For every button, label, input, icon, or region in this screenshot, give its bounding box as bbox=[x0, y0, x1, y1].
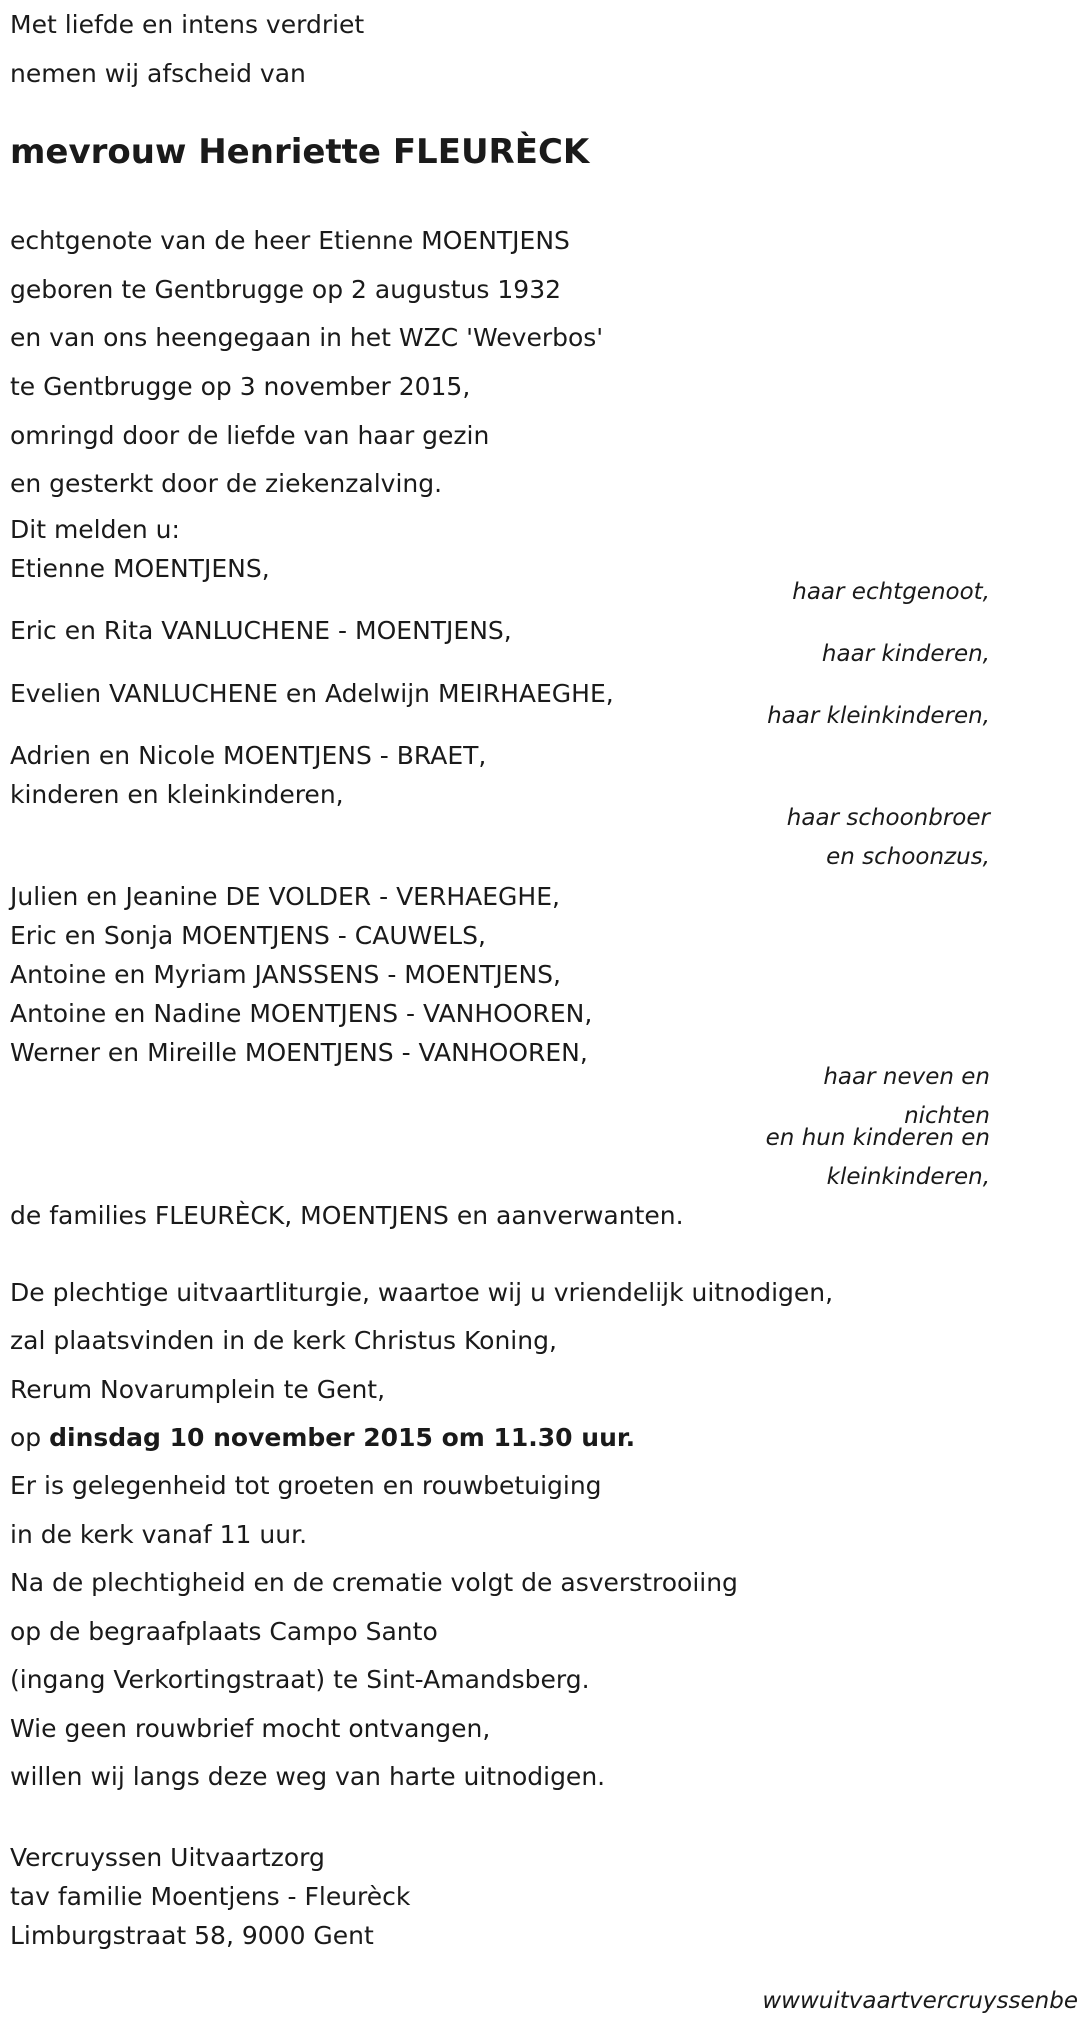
cousins-role-4: kleinkinderen, bbox=[826, 1164, 990, 1190]
detail-line: geboren te Gentbrugge op 2 augustus 1932 bbox=[10, 275, 562, 304]
cousin-line: Werner en Mireille MOENTJENS - VANHOOREN, bbox=[10, 1038, 588, 1067]
ceremony-date-bold: dinsdag 10 november 2015 om 11.30 uur. bbox=[49, 1423, 636, 1452]
intro-line-1: Met liefde en intens verdriet bbox=[10, 10, 365, 39]
ceremony-line: Na de plechtigheid en de crematie volgt de asverstrooiing bbox=[10, 1568, 738, 1597]
detail-line: en van ons heengegaan in het WZC 'Weverbos' bbox=[10, 323, 604, 352]
ceremony-line: willen wij langs deze weg van harte uitnodigen. bbox=[10, 1762, 606, 1791]
announce-line: Dit melden u: bbox=[10, 515, 180, 544]
address-line: Vercruyssen Uitvaartzorg bbox=[10, 1843, 325, 1872]
ceremony-line: zal plaatsvinden in de kerk Christus Koning, bbox=[10, 1326, 557, 1355]
inlaws-names: Adrien en Nicole MOENTJENS - BRAET, bbox=[10, 741, 487, 770]
grandchildren-role: haar kleinkinderen, bbox=[767, 703, 990, 729]
detail-line: echtgenote van de heer Etienne MOENTJENS bbox=[10, 226, 570, 255]
address-line: tav familie Moentjens - Fleurèck bbox=[10, 1882, 411, 1911]
inlaws-descendants: kinderen en kleinkinderen, bbox=[10, 780, 344, 809]
inlaws-role-1: haar schoonbroer bbox=[786, 805, 990, 831]
ceremony-line: Er is gelegenheid tot groeten en rouwbetuiging bbox=[10, 1471, 602, 1500]
spouse-role: haar echtgenoot, bbox=[792, 579, 990, 605]
detail-line: en gesterkt door de ziekenzalving. bbox=[10, 469, 443, 498]
ceremony-line: Wie geen rouwbrief mocht ontvangen, bbox=[10, 1714, 491, 1743]
detail-line: omringd door de liefde van haar gezin bbox=[10, 421, 490, 450]
ceremony-line: Rerum Novarumplein te Gent, bbox=[10, 1375, 386, 1404]
cousin-line: Eric en Sonja MOENTJENS - CAUWELS, bbox=[10, 921, 486, 950]
cousins-role-2: nichten bbox=[904, 1103, 990, 1129]
address-line: Limburgstraat 58, 9000 Gent bbox=[10, 1921, 374, 1950]
inlaws-role-2: en schoonzus, bbox=[826, 844, 990, 870]
ceremony-line: De plechtige uitvaartliturgie, waartoe wij u vriendelijk uitnodigen, bbox=[10, 1278, 834, 1307]
ceremony-line: in de kerk vanaf 11 uur. bbox=[10, 1520, 308, 1549]
deceased-name: mevrouw Henriette FLEURÈCK bbox=[10, 132, 590, 172]
cousins-role-3: en hun kinderen en bbox=[765, 1125, 990, 1151]
cousins-role-1: haar neven en bbox=[823, 1064, 990, 1090]
grandchildren-names: Evelien VANLUCHENE en Adelwijn MEIRHAEGHE, bbox=[10, 679, 614, 708]
cousin-line: Julien en Jeanine DE VOLDER - VERHAEGHE, bbox=[10, 882, 560, 911]
spouse-name: Etienne MOENTJENS, bbox=[10, 554, 270, 583]
intro-line-2: nemen wij afscheid van bbox=[10, 59, 306, 88]
cousin-line: Antoine en Myriam JANSSENS - MOENTJENS, bbox=[10, 960, 562, 989]
families-line: de families FLEURÈCK, MOENTJENS en aanverwanten. bbox=[10, 1201, 684, 1230]
children-names: Eric en Rita VANLUCHENE - MOENTJENS, bbox=[10, 616, 512, 645]
detail-line: te Gentbrugge op 3 november 2015, bbox=[10, 372, 471, 401]
ceremony-line: (ingang Verkortingstraat) te Sint-Amandsberg. bbox=[10, 1665, 590, 1694]
ceremony-date-prefix: op bbox=[10, 1423, 50, 1452]
cousin-line: Antoine en Nadine MOENTJENS - VANHOOREN, bbox=[10, 999, 593, 1028]
ceremony-line: op de begraafplaats Campo Santo bbox=[10, 1617, 438, 1646]
children-role: haar kinderen, bbox=[821, 641, 990, 667]
website-url: wwwuitvaartvercruyssenbe bbox=[762, 1988, 1078, 2014]
ceremony-date bbox=[10, 1422, 635, 1454]
